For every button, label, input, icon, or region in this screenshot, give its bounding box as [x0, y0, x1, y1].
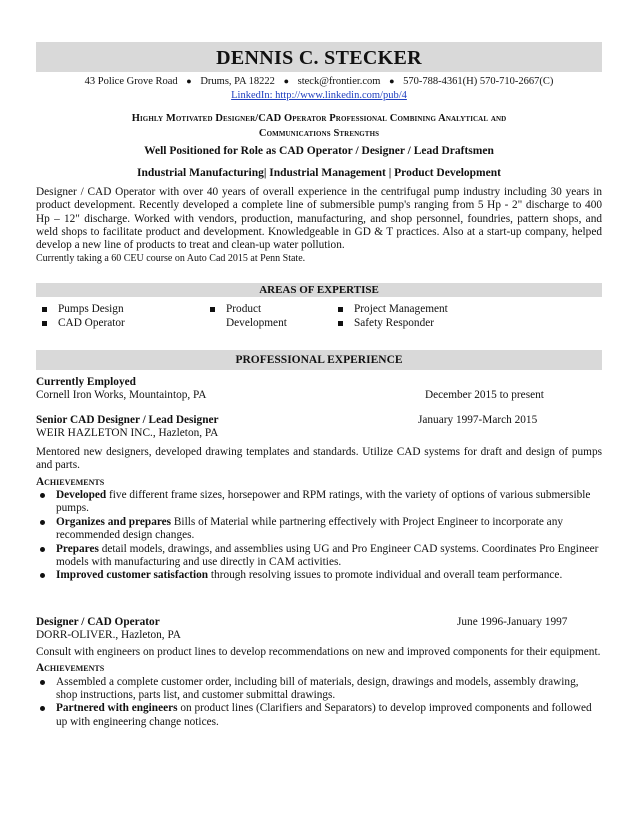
linkedin-link[interactable]: LinkedIn: http://www.linkedin.com/pub/4 — [231, 90, 407, 101]
list-item: Developed five different frame sizes, horsepower and RPM ratings, with the variety of options of various submersible pumps. — [36, 489, 602, 516]
achievements-list — [36, 489, 602, 583]
square-bullet-icon — [338, 307, 343, 312]
job-company: DORR-OLIVER., Hazleton, PA — [36, 629, 181, 642]
headline — [36, 111, 602, 141]
list-item: Partnered with engineers on product lines (Clarifiers and Separators) to develop improved components and followed up with engineering change notices. — [36, 702, 602, 729]
list-item: Organizes and prepares Bills of Material while partnering effectively with Project Engineer to incorporate any recommended design changes. — [36, 516, 602, 543]
bullet-separator: ● — [283, 76, 289, 86]
email: steck@frontier.com — [297, 76, 381, 87]
job-entry — [36, 376, 602, 403]
headline-line1: Highly Motivated Designer/CAD Operator Professional Combining Analytical and — [131, 113, 507, 124]
job-entry — [36, 616, 602, 729]
achievements-heading: Achievements — [36, 475, 105, 488]
headline-line2: Communications Strengths — [258, 128, 380, 139]
job-title: Designer / CAD Operator — [36, 616, 160, 628]
square-bullet-icon — [338, 321, 343, 326]
expertise-item: Safety Responder — [332, 317, 532, 331]
square-bullet-icon — [42, 307, 47, 312]
expertise-item: Pumps Design — [36, 303, 206, 317]
candidate-name: DENNIS C. STECKER — [36, 42, 602, 72]
contact-info — [36, 74, 602, 103]
job-title: Senior CAD Designer / Lead Designer — [36, 414, 219, 426]
city: Drums, PA 18222 — [200, 76, 275, 87]
square-bullet-icon — [42, 321, 47, 326]
square-bullet-icon — [210, 307, 215, 312]
section-title-expertise: AREAS OF EXPERTISE — [36, 283, 602, 297]
job-company: WEIR HAZLETON INC., Hazleton, PA — [36, 427, 219, 440]
expertise-item: Product Development — [204, 303, 304, 330]
list-item: Assembled a complete customer order, including bill of materials, design, drawings and models, assembly drawing, shop instructions, parts list, and customer submittal drawings. — [36, 676, 602, 703]
job-dates: December 2015 to present — [425, 389, 544, 402]
achievements-heading: Achievements — [36, 662, 105, 675]
job-dates: January 1997-March 2015 — [418, 414, 538, 426]
job-description: Mentored new designers, developed drawing templates and standards. Utilize CAD systems for draft and design of pumps and parts. — [36, 445, 602, 472]
job-entry — [36, 414, 602, 583]
expertise-item: Project Management — [332, 303, 532, 317]
course-note: Currently taking a 60 CEU course on Auto Cad 2015 at Penn State. — [36, 253, 306, 265]
job-company: Cornell Iron Works, Mountaintop, PA — [36, 389, 207, 402]
address: 43 Police Grove Road — [84, 76, 178, 87]
bullet-separator: ● — [186, 76, 192, 86]
list-item: Improved customer satisfaction through resolving issues to promote individual and overall team performance. — [36, 569, 602, 582]
list-item: Prepares detail models, drawings, and assemblies using UG and Pro Engineer CAD systems. Coordinates Pro Engineer models with manufacturing and use directly in CAM activities. — [36, 543, 602, 570]
job-dates: June 1996-January 1997 — [457, 616, 568, 628]
bullet-separator: ● — [389, 76, 395, 86]
industries: Industrial Manufacturing| Industrial Management | Product Development — [137, 167, 501, 179]
phone: 570-788-4361(H) 570-710-2667(C) — [403, 76, 554, 87]
achievements-list — [36, 676, 602, 730]
summary-text: Designer / CAD Operator with over 40 years of overall experience in the centrifugal pump industry including 30 years in product development. Recently developed a complete line of submersible pump's ranging from 5 Hp - 2" discharge to 400 Hp – 12" discharge. Worked with vendors, production, manufacturing, and shop personnel, foundries, pattern shops, and weld shops to facilitate product and development. Knowledgeable in GD & T practices. Also at a start-up company, helped develop a new line of products to treat and clean-up water pollution. — [36, 186, 602, 252]
expertise-item: CAD Operator — [36, 317, 206, 331]
job-description: Consult with engineers on product lines to develop recommendations on new and improved components for their equipment. — [36, 645, 601, 658]
summary — [36, 186, 602, 266]
job-title: Currently Employed — [36, 376, 136, 388]
section-title-experience: PROFESSIONAL EXPERIENCE — [36, 350, 602, 370]
position-statement: Well Positioned for Role as CAD Operator / Designer / Lead Draftsmen — [144, 145, 494, 157]
